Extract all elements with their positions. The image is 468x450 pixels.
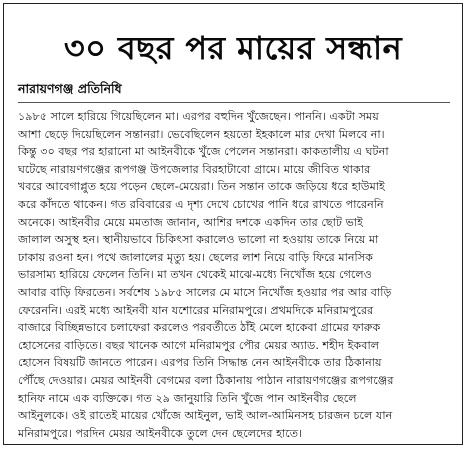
body-line: জালাল অসুস্থ হন। স্থানীয়ভাবে চিকিৎসা করালেও ভালো না হওয়ায় তাকে নিয়ে মা <box>18 233 379 247</box>
body-line: ভারসাম্য হারিয়ে ফেলেন তিনি। মা তখন থেকেই মাঝে-মধ্যে নিখোঁজ হয়ে গেলেও <box>18 268 372 282</box>
body-line: কিন্তু ৩০ বছর পর হারানো মা আইনবীকে খুঁজে পেলেন সন্তানরা। কাকতালীয় এ ঘটনা <box>18 145 389 159</box>
body-line: হোসেনের বাড়িতে। বছর খানেক আগে মনিরামপুর পৌর মেয়র অ্যাড. শহীদ ইকবাল <box>18 338 380 352</box>
body-line: হানিফ নামে এক ব্যক্তিকে। গত ২৯ জানুয়ারি তিনি খুঁজে পান আইনবীর ছেলে <box>18 391 357 405</box>
body-line: আইনুলকে। ওই রাতেই মায়ের খোঁজে আইনুল, ভাই আল-আমিনসহ চারজন চলে যান <box>18 409 393 423</box>
article-body <box>18 108 452 442</box>
body-line: ফেরেননি। এরই মধ্যে আইনবী যান যশোরের মনিরামপুরে। প্রথমদিকে মনিরামপুরের <box>18 303 374 317</box>
news-clipping <box>3 3 463 445</box>
body-line: অনেকে। আইনবীর মেয়ে মমতাজ জানান, আশির দশকে একদিন তার ছোট ভাই <box>18 215 363 229</box>
body-line: আবার বাড়ি ফিরতেন। সর্বশেষ ১৯৮৫ সালের মে মাসে নিখোঁজ হওয়ার পর আর বাড়ি <box>18 285 392 299</box>
body-line: ঢাকায় রওনা হন। পথে জালালের মৃত্যু হয়। ছেলের লাশ নিয়ে বাড়ি ফিরে মানসিক <box>18 250 373 264</box>
body-line: হোসেন বিষয়টি জানতে পারেন। এরপর তিনি সিদ্ধান্ত নেন আইনবীকে তার ঠিকানায় <box>18 356 382 370</box>
body-line: ১৯৮৫ সালে হারিয়ে গিয়েছিলেন মা। এরপর বহুদিন খুঁজেছেন। পাননি। একটা সময় <box>18 110 379 123</box>
body-line: করে কাঁদতে থাকেন। গত রবিবারের এ দৃশ্য দেখে চোখের পানি ধরে রাখতে পারেননি <box>18 197 384 211</box>
body-line: মনিরামপুরে। পরদিন মেয়র আইনবীকে তুলে দেন ছেলেদের হাতে। <box>18 426 303 440</box>
byline: নারায়ণগঞ্জ প্রতিনিধি <box>18 81 122 96</box>
body-line: পৌঁছে দেওয়ার। মেয়র আইনবী বেগমের বলা ঠিকানায় পাঠান নারায়ণগঞ্জের রূপগঞ্জের <box>18 373 394 387</box>
body-line: খবরে আবেগাপ্লুত হয়ে পড়েন ছেলে-মেয়েরা। তিন সন্তান তাকে জড়িয়ে ধরে হাউমাই <box>18 180 385 194</box>
body-line: বাজারে বিচ্ছিন্নভাবে চলাফেরা করলেও পরবর্তীতে ঠাঁই মেলে হাকেবা গ্রামের ফারুক <box>18 321 381 335</box>
headline: ৩০ বছর পর মায়ের সন্ধান <box>63 29 403 67</box>
body-line: ঘটেছে নারায়ণগঞ্জের রূপগঞ্জ উপজেলার বিরহাটাবো গ্রামে। মায়ে জীবিত থাকার <box>18 162 371 176</box>
body-line: আশা ছেড়ে দিয়েছিলেন সন্তানরা। ভেবেছিলেন হয়তো ইহকালে মার দেখা মিলবে না। <box>18 127 385 141</box>
divider <box>18 102 450 103</box>
